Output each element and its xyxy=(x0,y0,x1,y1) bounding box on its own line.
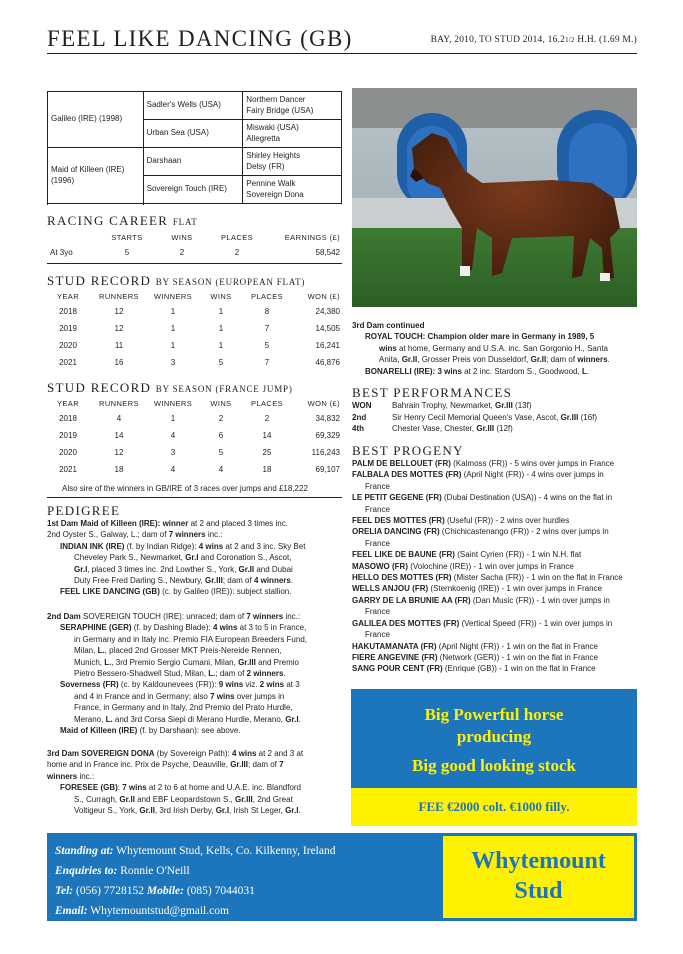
fee-banner: FEE €2000 colt. €1000 filly. xyxy=(351,788,637,826)
divider xyxy=(47,497,342,498)
progeny-line: France xyxy=(365,607,390,617)
progeny-line: PALM DE BELLOUET (FR) (Kalmoss (FR)) - 5 wins over jumps in France xyxy=(352,459,615,468)
stud-record-cell: 116,243 xyxy=(311,448,340,457)
half-fraction: 1/2 xyxy=(565,36,575,44)
stud-record-cell: 5 xyxy=(218,358,224,367)
email-line[interactable]: Email: Whytemountstud@gmail.com xyxy=(55,905,229,917)
stud-record-cell: 2019 xyxy=(59,431,77,440)
stud-record-cell: 18 xyxy=(262,465,272,474)
stud-record-cell: 1 xyxy=(170,324,176,333)
horse-name: FEEL LIKE DANCING (GB) xyxy=(47,26,353,51)
progeny-line: FIERE ANGEVINE (FR) (Network (GER)) - 1 win on the flat in France xyxy=(352,652,598,662)
ggp-7-8: Pennine Walk Sovereign Dona xyxy=(243,176,342,204)
stud-record-cell: 1 xyxy=(170,341,176,350)
performance-position: 4th xyxy=(352,424,364,433)
stud-record-cell: 2020 xyxy=(59,448,77,457)
performance-grade: Gr.III xyxy=(560,412,579,422)
stud-record-cell: 2019 xyxy=(59,324,77,333)
progeny-line: FEEL LIKE DE BAUNE (FR) (Saint Cyrien (FR)) - 1 win N.H. flat xyxy=(352,550,582,560)
stud-record-cell: 18 xyxy=(114,465,124,474)
first-dam-block: 1st Dam Maid of Killeen (IRE): winner at 2 and placed 3 times inc. 2nd Oyster S., Galway, L.; dam of 7 winners inc.: INDIAN INK (IRE) (f. by Indian Ridge): 4 wins at 2 and 3 inc. Sky Bet Cheveley Park S., Newmarket, Gr.I and Coronation S., Ascot, Gr.I, placed 3 times inc. 2nd Lowther S., York, Gr.II and Dubai Duty Free Fred Darling S., Newbury, Gr.III; dam of 4 winners. FEEL LIKE DANCING (GB) (c. by Galileo (IRE)): subject stallion. xyxy=(47,519,306,597)
contact-footer xyxy=(47,833,637,921)
enquiries-line: Enquiries to: Ronnie O'Neill xyxy=(55,865,190,877)
stud-record-cell: 11 xyxy=(114,341,124,350)
stud-record-cell: 6 xyxy=(218,431,224,440)
granddam-1: Urban Sea (USA) xyxy=(143,120,243,148)
stud-record-cell: 8 xyxy=(264,307,270,316)
ggp-3-4: Miswaki (USA) Allegretta xyxy=(243,120,342,148)
horse-photo-image xyxy=(352,88,637,307)
stud-record-cell: 12 xyxy=(114,324,124,333)
stud-record-row xyxy=(47,324,342,335)
stud-record-cell: 1 xyxy=(170,307,176,316)
third-dam-continued: 3rd Dam continued ROYAL TOUCH: Champion older mare in Germany in 1989, 5 wins at home, Germany and U.S.A. inc. San Gorgonio H., Santa Anita, Gr.II, Grosser Preis von Dusseldorf, Gr.II; dam of winners. BONARELLI (IRE): 3 wins at 2 inc. Stardom S., Goodwood, L. xyxy=(352,321,610,376)
phone-line: Tel: (056) 7728152 Mobile: (085) 7044031 xyxy=(55,885,255,897)
performance-row xyxy=(352,413,597,422)
jump-note: Also sire of the winners in GB/IRE of 3 races over jumps and £18,222 xyxy=(62,484,308,493)
performance-distance: (16f) xyxy=(578,412,598,422)
granddam-2: Sovereign Touch (IRE) xyxy=(143,176,243,204)
stud-record-cell: 12 xyxy=(114,307,124,316)
stud-record-cell: 2 xyxy=(264,414,270,423)
stud-flat-headers: YEAR RUNNERS WINNERS WINS PLACES WON (£) xyxy=(56,292,340,301)
sire-cell: Galileo (IRE) (1998) xyxy=(48,92,144,148)
promo-box xyxy=(351,689,637,826)
progeny-line: France xyxy=(365,504,390,514)
progeny-line: MASOWO (FR) (Volochine (IRE)) - 1 win over jumps in France xyxy=(352,561,574,571)
stud-jump-headers: YEAR RUNNERS WINNERS WINS PLACES WON (£) xyxy=(56,399,340,408)
best-performances-title: BEST PERFORMANCES xyxy=(352,385,513,400)
pedigree-table xyxy=(47,91,342,204)
progeny-line: GARRY DE LA BRUNIE AA (FR) (Dan Music (FR)) - 1 win over jumps in xyxy=(352,595,610,605)
stud-logo: Whytemount Stud xyxy=(443,836,634,918)
ggp-5-6: Shirley Heights Delsy (FR) xyxy=(243,148,342,176)
stud-record-row xyxy=(47,448,342,459)
stud-record-cell: 7 xyxy=(264,358,270,367)
grandsire-1: Sadler's Wells (USA) xyxy=(143,92,243,120)
horse-photo xyxy=(352,88,637,307)
stud-record-cell: 25 xyxy=(262,448,272,457)
progeny-line: LE PETIT GEGENE (FR) (Dubai Destination (USA)) - 4 wins on the flat in xyxy=(352,493,613,503)
divider xyxy=(47,263,342,264)
performance-distance: (13f) xyxy=(512,401,532,410)
best-progeny-title: BEST PROGENY xyxy=(352,443,464,458)
progeny-line: HAKUTAMANATA (FR) (April Night (FR)) - 1 win on the flat in France xyxy=(352,641,598,651)
progeny-line: SANG POUR CENT (FR) (Enrique (GB)) - 1 win on the flat in France xyxy=(352,664,596,674)
stud-record-cell: 2021 xyxy=(59,465,77,474)
stud-record-cell: 2021 xyxy=(59,358,77,367)
stud-record-cell: 16,241 xyxy=(315,341,340,350)
stud-record-cell: 46,876 xyxy=(315,358,340,367)
stud-record-cell: 16 xyxy=(114,358,124,367)
dam-cell: Maid of Killeen (IRE) (1996) xyxy=(48,148,144,204)
stud-flat-title: STUD RECORD BY SEASON (EUROPEAN FLAT) xyxy=(47,273,306,288)
horse-details: BAY, 2010, TO STUD 2014, 16.21/2 H.H. (1.69 M.) xyxy=(430,35,637,45)
stud-record-cell: 4 xyxy=(218,465,224,474)
stud-record-cell: 69,107 xyxy=(315,465,340,474)
progeny-line: FALBALA DES MOTTES (FR) (April Night (FR)) - 4 wins over jumps in xyxy=(352,470,604,480)
stud-record-cell: 14,505 xyxy=(315,324,340,333)
stud-record-cell: 12 xyxy=(114,448,124,457)
progeny-line: HELLO DES MOTTES (FR) (Mister Sacha (FR)) - 1 win on the flat in France xyxy=(352,573,623,583)
performance-race: Chester Vase, Chester, xyxy=(392,424,477,433)
stud-record-row xyxy=(47,307,342,318)
stud-record-cell: 69,329 xyxy=(315,431,340,440)
racing-career-title: RACING CAREER FLAT xyxy=(47,213,198,228)
stud-record-cell: 2018 xyxy=(59,307,77,316)
performance-position: WON xyxy=(352,401,372,410)
stud-record-cell: 1 xyxy=(218,341,224,350)
stud-record-cell: 4 xyxy=(170,431,176,440)
progeny-line: ORELIA DANCING (FR) (Chichicastenango (FR)) - 2 wins over jumps in xyxy=(352,527,609,537)
stud-record-cell: 2 xyxy=(218,414,224,423)
contact-info xyxy=(55,841,335,921)
performance-race: Bahrain Trophy, Newmarket, xyxy=(392,401,496,410)
stud-record-cell: 2018 xyxy=(59,414,77,423)
stud-record-cell: 5 xyxy=(218,448,224,457)
progeny-line: WELLS ANJOU (FR) (Sternkoenig (IRE)) - 1 win over jumps in France xyxy=(352,584,602,594)
promo-line-3: Big good looking stock xyxy=(412,756,576,775)
promo-line-1: Big Powerful horse xyxy=(424,705,564,724)
stud-record-cell: 1 xyxy=(218,324,224,333)
performance-position: 2nd xyxy=(352,412,367,422)
progeny-line: France xyxy=(365,538,390,548)
stud-record-cell: 5 xyxy=(264,341,270,350)
stud-record-row xyxy=(47,414,342,425)
stud-record-cell: 7 xyxy=(264,324,270,333)
stud-record-cell: 14 xyxy=(262,431,272,440)
ggp-1-2: Northern Dancer Fairy Bridge (USA) xyxy=(243,92,342,120)
promo-line-2: producing xyxy=(456,727,532,746)
stud-jump-title: STUD RECORD BY SEASON (FRANCE JUMP) xyxy=(47,380,293,395)
progeny-line: GALILEA DES MOTTES (FR) (Vertical Speed (FR)) - 1 win over jumps in xyxy=(352,618,613,628)
performance-race: Sir Henry Cecil Memorial Queen's Vase, Ascot, xyxy=(392,412,561,422)
stud-record-cell: 3 xyxy=(170,448,176,457)
stud-record-cell: 24,380 xyxy=(315,307,340,316)
stud-record-cell: 1 xyxy=(218,307,224,316)
email-link[interactable]: Whytemountstud@gmail.com xyxy=(87,905,229,917)
stud-record-cell: 3 xyxy=(170,358,176,367)
stud-record-cell: 2020 xyxy=(59,341,77,350)
third-dam-block: 3rd Dam SOVEREIGN DONA (by Sovereign Path): 4 wins at 2 and 3 at home and in France inc. Prix de Psyche, Deauville, Gr.III; dam of 7 winners inc.: FORESEE (GB): 7 wins at 2 to 6 at home and U.A.E. inc. Blandford S., Curragh, Gr.II and EBF Leopardstown S., Gr.III, 2nd Great Voltigeur S., York, Gr.II, 3rd Irish Derby, Gr.I, Irish St Leger, Gr.I. xyxy=(47,749,304,816)
stud-record-row xyxy=(47,358,342,369)
performance-row xyxy=(352,401,531,410)
stud-record-row xyxy=(47,341,342,352)
stud-record-cell: 34,832 xyxy=(315,414,340,423)
performance-row xyxy=(352,424,513,433)
best-progeny-list xyxy=(352,458,623,675)
stud-record-cell: 4 xyxy=(116,414,122,423)
pedigree-title: PEDIGREE xyxy=(47,503,121,518)
stud-record-cell: 1 xyxy=(170,414,176,423)
second-dam-block: 2nd Dam SOVEREIGN TOUCH (IRE): unraced; dam of 7 winners inc.: SERAPHINE (GER) (f. by Dashing Blade): 4 wins at 3 to 5 in France, in Germany and in Italy inc. Premio FIA European Breeders Fund, Milan, L., placed 2nd Grosser MKT Preis-Nereide Rennen, Munich, L., 3rd Premio Sergio Cumani, Milan, Gr.III and Premio Pietro Bessero-Shadwell Stud, Milan, L.; dam of 2 winners. Soverness (FR) (c. by Kaldounevees (FR)): 9 wins viz. 2 wins at 3 and 4 in France and in Germany; also 7 wins over jumps in France, in Germany and in Italy, 2nd Premio del Prato Hurdle, Merano, L. and 3rd Corsa Siepi di Merano Hurdle, Merano, Gr.I. Maid of Killeen (IRE) (f. by Darshaan): see above. xyxy=(47,612,308,736)
standing-line: Standing at: Whytemount Stud, Kells, Co. Kilkenny, Ireland xyxy=(55,845,336,857)
racing-career-row: At 3yo 5 2 2 58,542 xyxy=(50,248,340,257)
performance-distance: (12f) xyxy=(494,424,513,433)
stud-record-cell: 14 xyxy=(114,431,124,440)
grandsire-2: Darshaan xyxy=(143,148,243,176)
stud-record-cell: 4 xyxy=(170,465,176,474)
progeny-line: France xyxy=(365,630,390,640)
progeny-line: FEEL DES MOTTES (FR) (Useful (FR)) - 2 wins over hurdles xyxy=(352,516,570,526)
stud-record-row xyxy=(47,431,342,442)
progeny-line: France xyxy=(365,481,390,491)
page-header xyxy=(47,22,637,54)
racing-career-headers: STARTS WINS PLACES EARNINGS (£) xyxy=(111,233,340,242)
stud-record-row xyxy=(47,465,342,476)
performance-grade: Gr.III xyxy=(495,401,513,410)
performance-grade: Gr.III xyxy=(476,424,495,433)
